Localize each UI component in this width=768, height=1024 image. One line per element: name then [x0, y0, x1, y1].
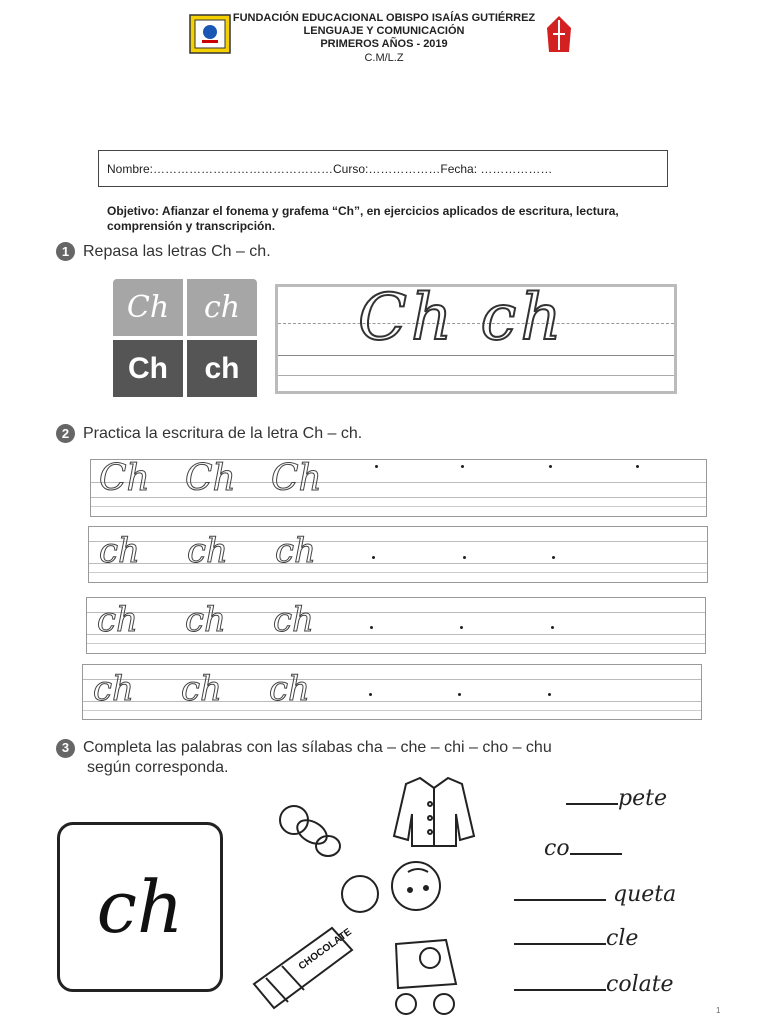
practice-row-4[interactable]: [82, 664, 702, 720]
sample-letter: ch: [99, 531, 140, 571]
chocolate-label: CHOCOLATE: [296, 926, 354, 973]
sample-letter: ch: [269, 669, 310, 709]
blank-field[interactable]: [570, 853, 622, 855]
blank-field[interactable]: [514, 989, 606, 991]
blank-field[interactable]: [566, 803, 618, 805]
section-3-title: [56, 738, 736, 778]
jacket-icon: [390, 774, 478, 848]
section-3-heading-line2: según corresponda.: [87, 759, 229, 776]
word-suffix: colate: [606, 972, 674, 997]
objective-label: Objetivo:: [107, 204, 160, 218]
teacher-initials: C.M/L.Z: [364, 52, 404, 64]
section-1-number: 1: [56, 242, 75, 261]
word-suffix: pete: [618, 786, 667, 811]
tile-upper-dark: Ch: [113, 340, 183, 397]
section-1-title: [56, 242, 271, 261]
start-dot: [552, 556, 555, 559]
blank-field[interactable]: [514, 899, 606, 901]
subject-name: LENGUAJE Y COMUNICACIÓN: [303, 25, 465, 37]
start-dot: [460, 626, 463, 629]
section-2-number: 2: [56, 424, 75, 443]
practice-row-2[interactable]: [88, 526, 708, 583]
tracing-letters: Ch ch: [358, 281, 566, 355]
word-blank-1[interactable]: [566, 786, 667, 811]
start-dot: [636, 465, 639, 468]
sample-letter: Ch: [271, 458, 322, 499]
tile-upper-light: Ch: [113, 279, 183, 336]
section-3-heading-line1: Completa las palabras con las sílabas cha – che – chi – cho – chu: [83, 739, 552, 756]
bubble-gum-icon: [338, 860, 456, 922]
start-dot: [372, 556, 375, 559]
practice-row-1[interactable]: [90, 459, 707, 517]
practice-row-3[interactable]: [86, 597, 706, 654]
word-blank-4[interactable]: [514, 926, 638, 951]
objective: [107, 204, 667, 234]
chocolate-bar-icon: [248, 922, 356, 1014]
word-blank-3[interactable]: [514, 882, 676, 907]
word-suffix: queta: [613, 882, 677, 907]
word-prefix: co: [544, 836, 570, 861]
student-info-field[interactable]: Nombre:………………………………………Curso:………………Fecha: ………………: [98, 150, 668, 187]
ch-card: [57, 822, 223, 992]
word-blank-2[interactable]: [544, 836, 622, 861]
pacifier-icon: [274, 800, 346, 862]
sample-letter: ch: [275, 531, 316, 571]
start-dot: [548, 693, 551, 696]
start-dot: [463, 556, 466, 559]
sample-letter: ch: [93, 669, 134, 709]
start-dot: [369, 693, 372, 696]
tracing-box[interactable]: [275, 281, 677, 394]
start-dot: [549, 465, 552, 468]
start-dot: [551, 626, 554, 629]
start-dot: [375, 465, 378, 468]
section-2-title: [56, 424, 362, 443]
sample-letter: ch: [97, 600, 138, 640]
start-dot: [461, 465, 464, 468]
start-dot: [370, 626, 373, 629]
objective-text: Afianzar el fonema y grafema “Ch”, en ejercicios aplicados de escritura, lectura, comprensión y transcripción.: [107, 204, 619, 233]
section-2-heading: Practica la escritura de la letra Ch – ch.: [83, 424, 363, 442]
sample-letter: ch: [181, 669, 222, 709]
section-3-number: 3: [56, 739, 75, 758]
ch-card-letters: ch: [96, 865, 184, 949]
section-1-heading: Repasa las letras Ch – ch.: [83, 242, 271, 260]
sample-letter: Ch: [185, 458, 236, 499]
tile-lower-dark: ch: [187, 340, 257, 397]
tile-lower-light: ch: [187, 279, 257, 336]
baby-carriage-icon: [386, 934, 466, 1018]
letter-tiles: [113, 279, 257, 397]
sample-letter: ch: [187, 531, 228, 571]
word-suffix: cle: [606, 926, 639, 951]
word-blank-5[interactable]: [514, 972, 674, 997]
document-header: [0, 12, 768, 65]
grade-level: PRIMEROS AÑOS - 2019: [320, 38, 448, 50]
school-name: FUNDACIÓN EDUCACIONAL OBISPO ISAÍAS GUTIÉRREZ: [232, 12, 536, 24]
blank-field[interactable]: [514, 943, 606, 945]
sample-letter: ch: [185, 600, 226, 640]
page-number: 1: [716, 1006, 721, 1015]
sample-letter: ch: [273, 600, 314, 640]
start-dot: [458, 693, 461, 696]
sample-letter: Ch: [99, 458, 150, 499]
